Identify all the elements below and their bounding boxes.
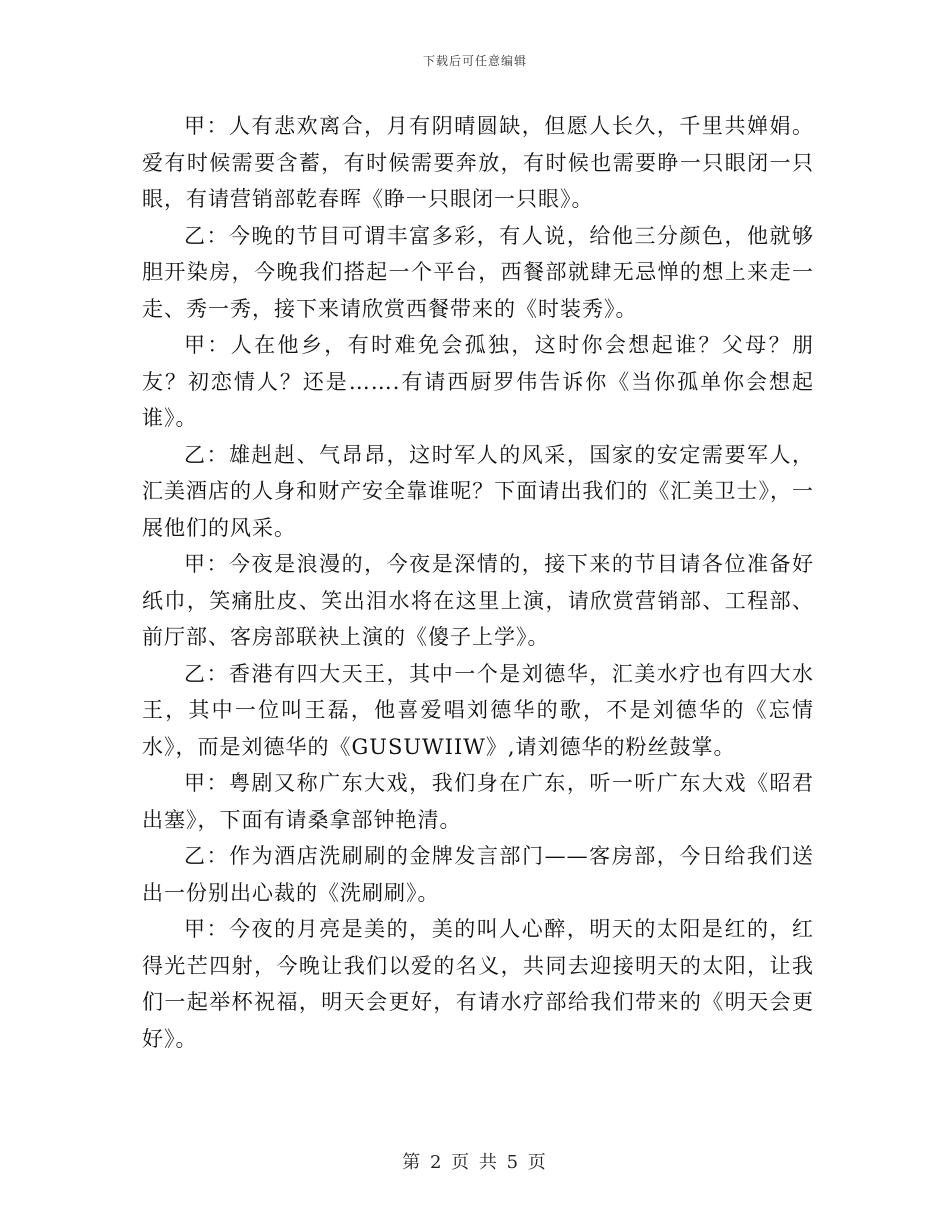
paragraph: 乙：雄赳赳、气昂昂，这时军人的风采，国家的安定需要军人，汇美酒店的人身和财产安全靠谁呢？下面请出我们的《汇美卫士》，一展他们的风采。: [142, 442, 814, 540]
paragraph: 甲：今夜是浪漫的，今夜是深情的，接下来的节目请各位准备好纸巾，笑痛肚皮、笑出泪水将在这里上演，请欣赏营销部、工程部、前厅部、客房部联袂上演的《傻子上学》。: [142, 552, 814, 649]
paragraph: 乙：今晚的节目可谓丰富多彩，有人说，给他三分颜色，他就够胆开染房，今晚我们搭起一个平台，西餐部就肆无忌惮的想上来走一走、秀一秀，接下来请欣赏西餐带来的《时装秀》。: [142, 223, 814, 321]
paragraph: 乙：作为酒店洗刷刷的金牌发言部门——客房部，今日给我们送出一份别出心裁的《洗刷刷》。: [142, 844, 814, 905]
page-header: 下载后可任意编辑: [422, 54, 527, 68]
paragraph: 甲：今夜的月亮是美的，美的叫人心醉，明天的太阳是红的，红得光芒四射，今晚让我们以爱的名义，共同去迎接明天的太阳，让我们一起举杯祝福，明天会更好，有请水疗部给我们带来的《明天会更好》。: [142, 917, 814, 1051]
paragraph: 甲：粤剧又称广东大戏，我们身在广东，听一听广东大戏《昭君出塞》，下面有请桑拿部钟艳清。: [142, 771, 814, 832]
paragraph: 乙：香港有四大天王，其中一个是刘德华，汇美水疗也有四大水王，其中一位叫王磊，他喜爱唱刘德华的歌，不是刘德华的《忘情水》，而是刘德华的《GUSUWIIW》,请刘德华的粉丝鼓掌。: [142, 661, 814, 759]
paragraph: 甲：人在他乡，有时难免会孤独，这时你会想起谁？父母？朋友？初恋情人？还是…….有请西厨罗伟告诉你《当你孤单你会想起谁》。: [142, 333, 814, 430]
page-number-footer: 第 2 页 共 5 页: [402, 1152, 548, 1173]
document-body: [142, 108, 814, 1057]
paragraph: 甲：人有悲欢离合，月有阴晴圆缺，但愿人长久，千里共婵娟。爱有时候需要含蓄，有时候需要奔放，有时候也需要睁一只眼闭一只眼，有请营销部乾春晖《睁一只眼闭一只眼》。: [142, 114, 814, 211]
